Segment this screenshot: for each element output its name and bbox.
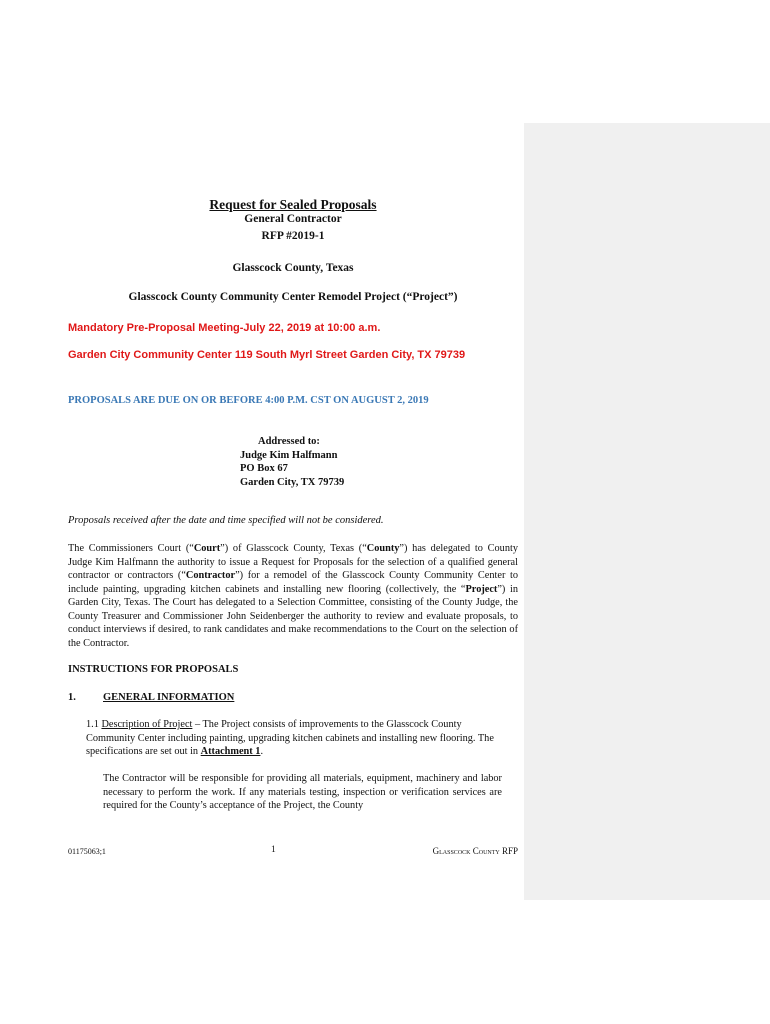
contractor-responsibility-paragraph: The Contractor will be responsible for providing all materials, equipment, machinery and labor necessary to perform the work. If any materials testing, inspection or verification services are required for the County’s acceptance of the Project, the County — [103, 773, 502, 811]
footer-document-id: 01175063;1 — [68, 847, 106, 856]
intro-term-project: Project — [465, 583, 498, 595]
attachment-reference: Attachment 1 — [200, 746, 261, 757]
intro-paragraph — [68, 542, 518, 650]
item-text: – The Project consists of improvements to the Glasscock County Community Center including painting, upgrading kitchen cabinets and installing new flooring. The specifications are set out in — [86, 719, 494, 757]
county-heading: Glasscock County, Texas — [232, 262, 354, 274]
intro-term-contractor: Contractor — [185, 570, 236, 581]
footer-page-number: 1 — [271, 845, 276, 855]
intro-term-county: County — [366, 543, 400, 554]
document-title: Request for Sealed Proposals — [209, 197, 377, 212]
due-date-notice: PROPOSALS ARE DUE ON OR BEFORE 4:00 P.M. CST ON AUGUST 2, 2019 — [68, 395, 429, 406]
address-po-box: PO Box 67 — [240, 463, 288, 474]
item-1-1-description — [86, 718, 502, 759]
section-number: 1. — [68, 692, 76, 703]
meeting-location: Garden City Community Center 119 South Myrl Street Garden City, TX 79739 — [68, 349, 466, 361]
address-city: Garden City, TX 79739 — [240, 476, 345, 488]
item-number: 1.1 — [86, 719, 102, 730]
address-name: Judge Kim Halfmann — [240, 449, 338, 461]
intro-term-court: Court — [193, 543, 221, 554]
instructions-heading: INSTRUCTIONS FOR PROPOSALS — [68, 664, 239, 675]
document-subtitle-rfp-number: RFP #2019-1 — [261, 230, 325, 242]
comment-pane — [524, 123, 770, 900]
item-label: Description of Project — [101, 719, 193, 730]
intro-text: ”) for a remodel of the Glasscock County Community Center to include painting, upgrading kitchen cabinets and installing new flooring (collectively, the “ — [68, 570, 519, 595]
intro-text: ”) of Glasscock County, Texas (“ — [220, 543, 367, 554]
section-title: GENERAL INFORMATION — [103, 692, 235, 703]
late-proposal-note: Proposals received after the date and time specified will not be considered. — [68, 515, 384, 526]
address-block — [240, 435, 344, 489]
intro-text: ”) in Garden City, Texas. The Court has delegated to a Selection Committee, consisting of the County Judge, the County Treasurer and Commissioner John Seidenberger the authority to review and evaluate proposals, to conduct interviews if desired, to rank candidates and make recommendations to the Court on the selection of the Contractor. — [68, 583, 518, 649]
intro-text: The Commissioners Court (“ — [68, 543, 194, 554]
footer-running-title: Glasscock County RFP — [432, 846, 518, 856]
address-label: Addressed to: — [258, 436, 320, 447]
intro-text: ”) has delegated to County Judge Kim Halfmann the authority to issue a Request for Proposals for the selection of a qualified general contractor or contractors (“ — [68, 543, 518, 581]
document-subtitle-contractor: General Contractor — [244, 213, 342, 225]
item-text-end: . — [260, 746, 264, 757]
meeting-notice: Mandatory Pre-Proposal Meeting-July 22, 2019 at 10:00 a.m. — [68, 322, 381, 334]
project-heading: Glasscock County Community Center Remodel Project (“Project”) — [128, 291, 458, 303]
